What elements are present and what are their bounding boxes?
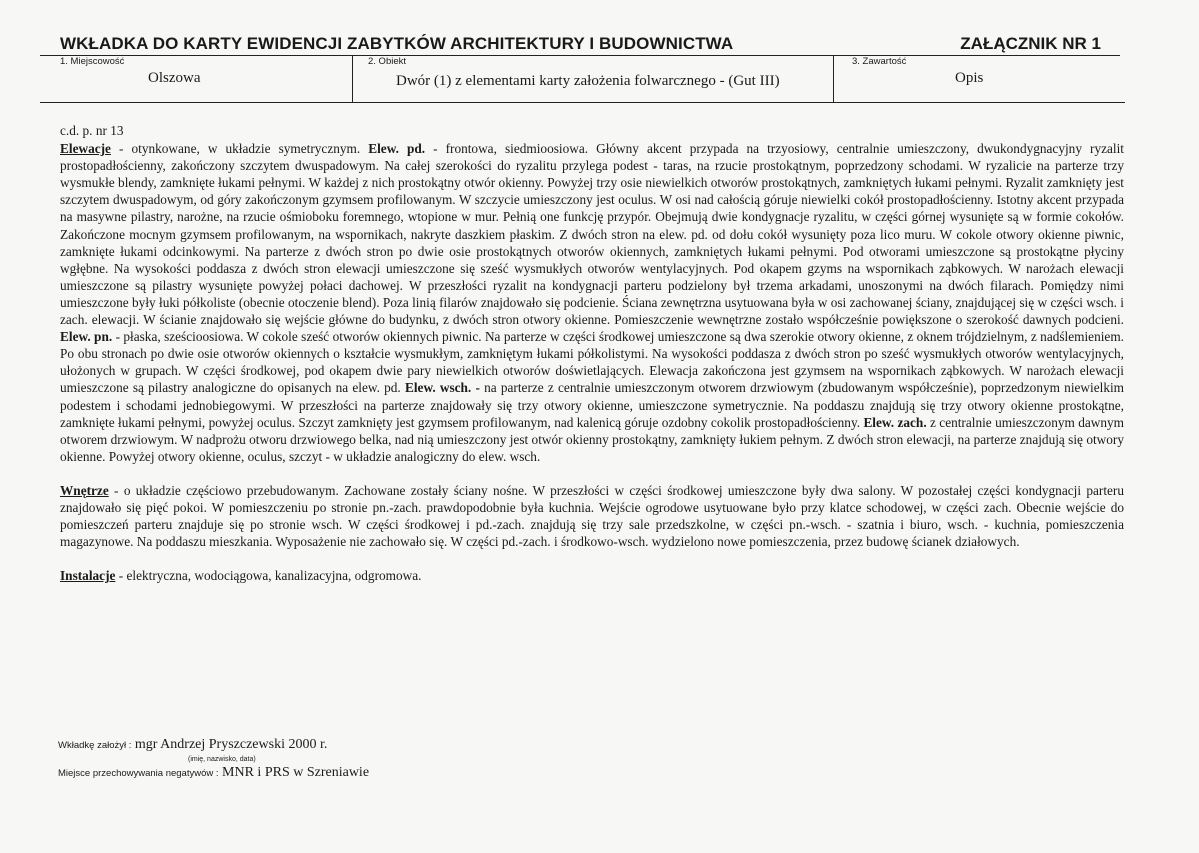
field-divider-2 (833, 55, 834, 103)
north-elevation-label: Elew. pn. (60, 329, 113, 345)
installations-paragraph: Instalacje - elektryczna, wodociągowa, kanalizacyjna, odgromowa. (60, 568, 422, 584)
author-value: mgr Andrzej Pryszczewski 2000 r. (134, 737, 328, 752)
document-body (60, 122, 1124, 584)
fields-bottom-rule (40, 102, 1125, 103)
south-elevation-label: Elew. pd. (368, 141, 426, 157)
annex-number: ZAŁĄCZNIK NR 1 (960, 34, 1101, 53)
storage-label: Miejsce przechowywania negatywów : (58, 768, 219, 779)
place-label: 1. Miejscowość (60, 56, 125, 67)
storage-value: MNR i PRS w Szreniawie (222, 765, 370, 780)
continuation-note: c.d. p. nr 13 (60, 123, 124, 138)
author-hint: (imię, nazwisko, data) (188, 756, 256, 763)
west-elevation-label: Elew. zach. (863, 414, 927, 430)
interior-heading: Wnętrze (60, 482, 109, 498)
object-label: 2. Obiekt (368, 56, 407, 67)
document-header-title: WKŁADKA DO KARTY EWIDENCJI ZABYTKÓW ARCHITEKTURY I BUDOWNICTWA (60, 34, 734, 53)
author-label: Wkładkę założył : (58, 740, 132, 751)
installations-heading: Instalacje (60, 568, 116, 584)
author-line (58, 737, 327, 753)
object-value: Dwór (1) z elementami karty założenia folwarcznego - (Gut III) (396, 73, 780, 89)
east-elevation-label: Elew. wsch. - (404, 380, 480, 396)
header-rule (40, 55, 1120, 56)
storage-line (58, 765, 369, 781)
elevations-heading: Elewacje (60, 141, 111, 157)
content-label: 3. Zawartość (852, 56, 907, 67)
content-value: Opis (955, 70, 984, 86)
interior-paragraph: Wnętrze - o układzie częściowo przebudowanym. Zachowane zostały ściany nośne. W przeszłości w części środkowej umieszczone były dwa salony. W pozostałej części kondygnacji parteru znajdowało się pięć pokoi. W pomieszczeniu po stronie pn.-zach. prawdopodobnie była kuchnia. Wejście ogrodowe usytuowane było przy klatce schodowej, w części zach. Obecnie wejście do pomieszczeń parteru znajduje się po stronie wsch. W części środkowej i pd.-zach. znajdują się trzy sale przedszkolne, w części pn.-wsch. - szatnia i biuro, wsch. - kuchnia, pomieszczenia magazynowe. Na poddaszu mieszkania. Wyposażenie nie zachowało się. W części pd.-zach. i środkowo-wsch. wydzielono nowe pomieszczenia, przez budowę ścianek działowych. (60, 482, 1124, 550)
place-value: Olszowa (148, 70, 201, 86)
elevations-paragraph: Elewacje - otynkowane, w układzie symetrycznym. Elew. pd. - frontowa, siedmioosiowa. Główny akcent przypada na trzyosiowy, centralnie umieszczony, dwukondygnacyjny ryzalit prostopadłościenny, zakończony szczytem dwuspadowym. Na całej szerokości do ryzalitu przylega podest - taras, na rzucie prostokątnym, poprzedzony schodami. W ryzalicie na parterze trzy wysmukłe blendy, zamknięte łukami pełnymi. W każdej z nich prostokątny otwór okienny. Powyżej trzy osie niewielkich otworów prostokątnych, zamkniętych łukami pełnymi. Ryzalit zamknięty jest szczytem dwuspadowym, od góry zakończonym gzymsem profilowanym. W szczycie umieszczony jest oculus. W osi nad całością góruje niewielki cokół prostopadłościenny. Istotny akcent przypada na masywne pilastry, narożne, na rzucie ośmioboku foremnego, wtopione w mur. Pełnią one funkcję przypór. Obejmują dwie kondygnacje ryzalitu, w części górnej wysunięte są w formie cokołów. Zakończone mocnym gzymsem profilowanym, na wspornikach, nakryte daszkiem płaskim. Z dwóch stron na elew. pd. od dołu cokół wysunięty poza lico muru. W cokole otwory okienne piwnic, zamknięte łukami odcinkowymi. Na parterze z dwóch stron po dwie osie prostokątnych otworów okiennych, zamkniętych łukami pełnymi. Pod otworami umieszczone są prostokątne płyciny wgłębne. Na wysokości poddasza z dwóch stron elewacji umieszczone się sześć wysmukłych otworów wentylacyjnych. Pod okapem gzyms na wspornikach ząbkowych. W narożach elewacji umieszczone są pilastry wysunięte powyżej połaci dachowej. W przeszłości ryzalit na kondygnacji parteru podzielony był trzema arkadami, unoszonymi na dwóch filarach. Pomiędzy nimi umieszczone były łuki półkoliste (obecnie otoczenie blend). Poza linią filarów znajdowało się podcienie. Ściana zewnętrzna usytuowana była w osi zachowanej ściany, znajdującej się w części wsch. i zach. elewacji. W ścianie znajdowało się wejście główne do budynku, z dwóch stron otwory okienne. Pomieszczenie wewnętrzne zostało współcześnie powiększone o szerokość dawnych podcieni. Elew. pn. - płaska, sześcioosiowa. W cokole sześć otworów okiennych piwnic. Na parterze w części środkowej umieszczone są dwa szerokie otwory okienne, z oknem trójdzielnym, z nadślemieniem. Po obu stronach po dwie osie otworów okiennych o kształcie wysmukłym, zamkniętym łukami półkolistymi. Na wysokości poddasza z dwóch stron po sześć wysmukłych otworów wentylacyjnych, ułożonych w grupach. W części środkowej, pod okapem dwie pary niewielkich otworów doświetlających. Elewacja zakończona jest gzymsem na wspornikach ząbkowych. W narożach elewacji umieszczone są pilastry analogiczne do opisanych na elew. pd. Elew. wsch. - na parterze z centralnie umieszczonym otworem drzwiowym (zbudowanym współcześnie), poprzedzonym niewielkim podestem i schodami jednobiegowymi. W przeszłości na parterze znajdowały się trzy otwory okienne, umieszczone symetrycznie. Na poddaszu znajdują się trzy otwory okienne prostokątne, zamknięte łukami pełnymi, powyżej oculus. Szczyt zamknięty jest gzymsem profilowanym, nad kalenicą góruje ozdobny cokolik prostopadłościenny. Elew. zach. z centralnie umieszczonym dawnym otworem drzwiowym. W nadprożu otworu drzwiowego belka, nad nią umieszczony jest otwór okienny prostokątny, zamknięty łukiem pełnym. Z dwóch stron elewacji, na parterze znajdują się otwory okienne. Powyżej otwory okienne, oculus, szczyt - w układzie analogiczny do elew. wsch. (60, 141, 1125, 464)
field-divider-1 (352, 55, 353, 103)
